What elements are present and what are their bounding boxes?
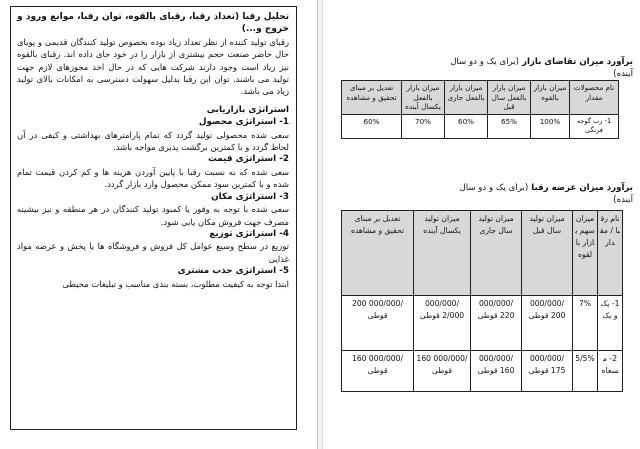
demand-cell-current: 60% (445, 114, 488, 138)
demand-h-last-year: میزان بازار بالفعل سال قبل (488, 81, 531, 115)
supply-h-next-year: میزان تولید یکسال آینده (414, 211, 471, 296)
right-page (322, 0, 640, 449)
demand-h-next-year: میزان بازار بالفعل یکسال آینده (402, 81, 445, 115)
distribution-strategy-title: 4- استراتژی توزیع (209, 228, 289, 239)
distribution-strategy-text: توزیع در سطح وسیع عوامل کل فروش و فروشگاه ها یا پخش و عرضه مواد غذایی (17, 241, 289, 264)
strategy-heading: استراتژی بازاریابی (206, 104, 289, 115)
supply-row-1 (342, 296, 623, 351)
supply-r1-adjusted: /000/000 200 قوطی (342, 296, 414, 351)
product-strategy-title: 1- استراتژی محصول (198, 117, 289, 128)
demand-title-cont: آینده) (613, 69, 633, 79)
demand-h-current: میزان بازار بالفعل جاری (445, 81, 488, 115)
supply-header-row (342, 211, 623, 296)
supply-table (341, 210, 623, 392)
supply-r2-adjusted: /000/000 160 قوطی (342, 351, 414, 392)
supply-row-2 (342, 351, 623, 392)
product-strategy-text: سعی شده محصولی تولید گردد که تمام پارامترهای بهداشتی و کیفی در آن لحاظ گردد و با کمترین برگشت پذیری مواجه باشد. (17, 129, 289, 153)
supply-h-current: میزان تولید سال جاری (471, 211, 522, 296)
competitor-analysis-text: رقبای تولید کننده از نظر تعداد زیاد بوده بخصوص تولید کنندگان قدیمی و پویای حال حاضر صنعت حجم بیشتری از بازار را در خود جای داده اند. رقبای بالقوه نیز زیاد است وجود دارند شرکت هایی که در حال اخذ مجوزهای لازم جهت تولید می باشند. توان این رقبا بدلیل سهولت دسترسی به امکانات بالای تولید زیاد می باشد. (17, 36, 289, 97)
text-box (10, 6, 297, 430)
supply-r1-next-year: /000/000 2/000 قوطی (414, 296, 471, 351)
demand-cell-potential: 100% (531, 114, 570, 138)
demand-row (342, 114, 619, 138)
supply-title-suffix: (برای یک و دو سال (459, 183, 529, 193)
supply-h-adjusted: تعدیل بر مبنای تحقیق و مشاهده (342, 211, 414, 296)
supply-r1-share: 7% (573, 296, 598, 351)
place-strategy-text: سعی شده با توجه به وفور یا کمبود تولید کنندگان در هر منطقه و نیز بیشینه مصرف جهت فروش مکان یابی شود. (17, 204, 289, 227)
supply-h-name: نام رقبا / مقدار (598, 211, 623, 296)
demand-cell-last-year: 65% (488, 114, 531, 138)
demand-cell-product: 1- رب گوجه فرنگی (570, 114, 619, 138)
demand-h-potential: میزان بازار بالقوه (531, 81, 570, 115)
customer-strategy-text: ابتدا توجه به کیفیت مطلوب، بسته بندی مناسب و تبلیغات محیطی (62, 278, 289, 289)
demand-title-text: برآورد میزان تقاضای بازار (522, 57, 633, 67)
competitor-analysis-title: تحلیل رقبا (تعداد رقبا، رقبای بالقوه، توان رقبا، موانع ورود و خروج و...) (17, 12, 289, 35)
demand-title (343, 56, 633, 80)
supply-title-text: برآورد میزان عرضه رقبا (531, 183, 633, 193)
supply-r2-current: /000/000 160 قوطی (471, 351, 522, 392)
supply-title (343, 182, 633, 206)
demand-header-row (342, 81, 619, 115)
supply-r2-next-year: /000/000 160 قوطی (414, 351, 471, 392)
supply-r1-current: /000/000 220 قوطی (471, 296, 522, 351)
price-strategy-title: 2- استراتژی قیمت (207, 154, 289, 165)
supply-h-share: میزان سهم بازار بالقوه (573, 211, 598, 296)
supply-r1-name: 1- یک و یک (598, 296, 623, 351)
demand-cell-next-year: 70% (402, 114, 445, 138)
supply-r2-name: 2- مسعاه (598, 351, 623, 392)
supply-r2-share: 5%/5 (573, 351, 598, 392)
customer-strategy-title: 5- استراتژی جذب مشتری (177, 266, 289, 277)
demand-table (341, 80, 619, 139)
supply-title-cont: آینده) (613, 195, 633, 205)
supply-r1-last-year: /000/000 200 قوطی (522, 296, 573, 351)
supply-h-last-year: میزان تولید سال قبل (522, 211, 573, 296)
demand-h-product: نام محصولات مقدار (570, 81, 619, 115)
demand-h-adjusted: تعدیل بر مبنای تحقیق و مشاهده (342, 81, 402, 115)
demand-title-suffix: (برای یک و دو سال (450, 57, 519, 67)
place-strategy-title: 3- استراتژی مکان (211, 191, 289, 202)
price-strategy-text: سعی شده که به نسبت رقبا با پایین آوردن هزینه ها و کم کردن قیمت تمام شده و با کمترین سود ممکن محصول وارد بازار گردد. (17, 166, 289, 190)
demand-cell-adjusted: 60% (342, 114, 402, 138)
left-page (0, 0, 318, 449)
supply-r2-last-year: /000/000 175 قوطی (522, 351, 573, 392)
